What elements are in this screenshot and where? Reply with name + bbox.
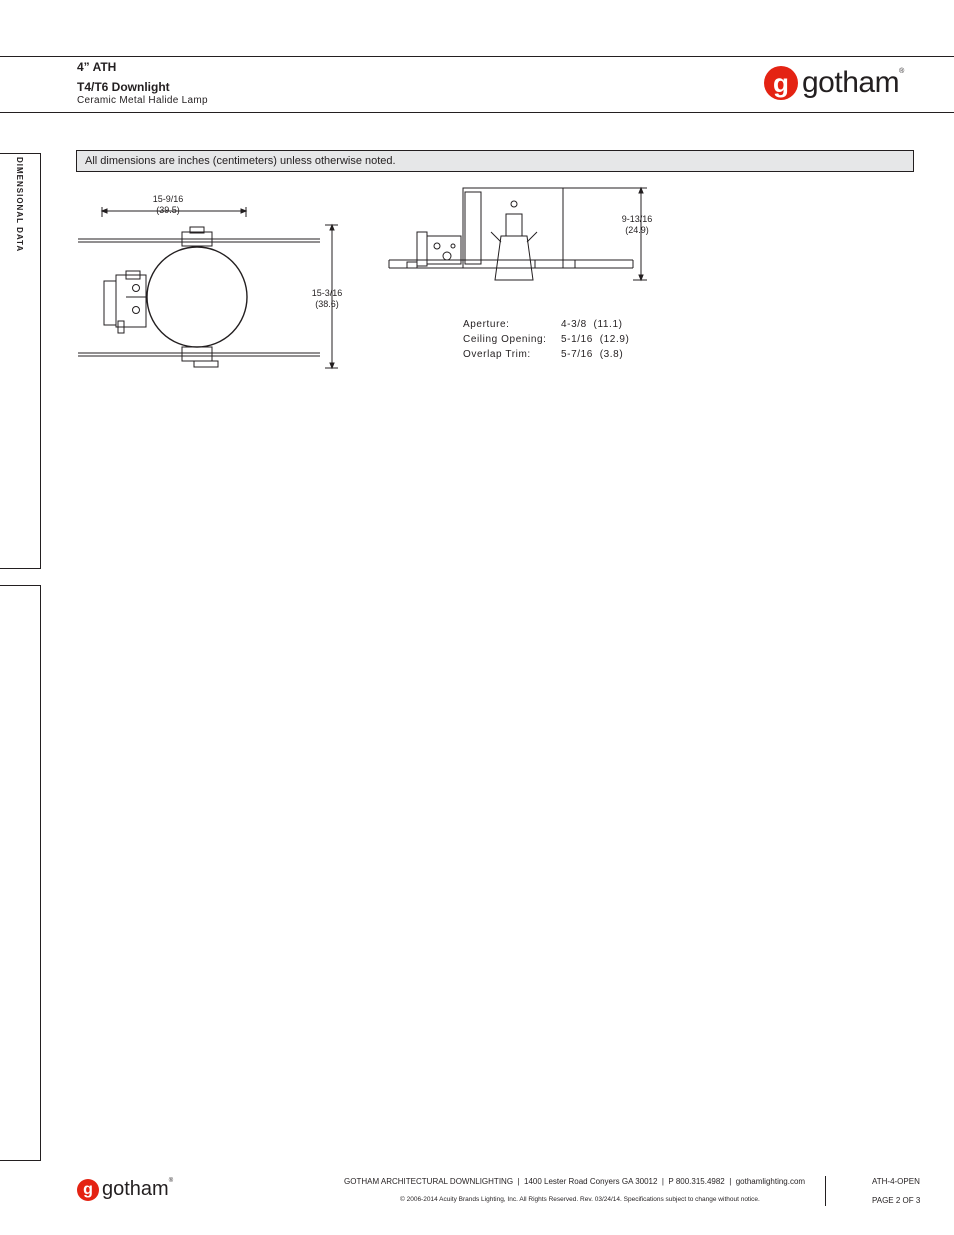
- side-view-height-dim: [612, 214, 662, 236]
- footer-company-info: GOTHAM ARCHITECTURAL DOWNLIGHTING | 1400 Lester Road Conyers GA 30012 | P 800.315.4982 | gothamlighting.com: [344, 1177, 806, 1186]
- lamp-type: Ceramic Metal Halide Lamp: [77, 95, 208, 106]
- brand-name: gotham: [802, 66, 900, 99]
- registered-mark: ®: [168, 1178, 174, 1184]
- registered-mark: ®: [899, 68, 905, 75]
- spec-row-ceiling-opening: [463, 332, 629, 347]
- spec-list: [463, 317, 629, 362]
- product-title: 4” ATH: [77, 60, 117, 74]
- spec-row-aperture: [463, 317, 629, 332]
- side-tab-label: DIMENSIONAL DATA: [15, 157, 24, 253]
- brand-mark-icon: g: [77, 1179, 99, 1201]
- side-view-height-inches: 9-13/16: [621, 214, 653, 224]
- top-view-height-cm: (38.6): [315, 299, 339, 309]
- top-view-width-inches: 15-9/16: [152, 194, 184, 204]
- spec-label: Overlap Trim:: [463, 349, 531, 360]
- brand-logo-header: [764, 66, 904, 100]
- top-view-height-inches: 15-3/16: [311, 288, 343, 298]
- footer-doc-code: ATH-4-OPEN: [872, 1177, 920, 1186]
- brand-name: gotham: [102, 1178, 169, 1200]
- spec-value: 4-3/8 (11.1): [561, 319, 623, 330]
- top-view-height-dim: [302, 288, 352, 310]
- product-subtitle: T4/T6 Downlight: [77, 80, 170, 94]
- dimension-note: All dimensions are inches (centimeters) unless otherwise noted.: [76, 150, 914, 172]
- top-view-drawing: [70, 185, 360, 375]
- top-view-width-cm: (39.5): [156, 205, 180, 215]
- spec-label: Aperture:: [463, 319, 510, 330]
- spec-label: Ceiling Opening:: [463, 334, 547, 345]
- side-tab-lower: [0, 585, 41, 1161]
- top-view-width-dim: [140, 194, 196, 216]
- footer-copyright: © 2006-2014 Acuity Brands Lighting, Inc. All Rights Reserved. Rev. 03/24/14. Specifications subject to change without notice.: [400, 1196, 760, 1203]
- brand-mark-icon: g: [764, 66, 798, 100]
- header-top-rule: [0, 56, 954, 57]
- footer-page-number: PAGE 2 OF 3: [872, 1196, 921, 1205]
- footer-divider: [825, 1176, 826, 1206]
- spec-row-overlap-trim: [463, 347, 629, 362]
- side-view-height-cm: (24.9): [625, 225, 649, 235]
- spec-value: 5-7/16 (3.8): [561, 349, 624, 360]
- spec-value: 5-1/16 (12.9): [561, 334, 630, 345]
- brand-logo-footer: [77, 1178, 173, 1201]
- header-bottom-rule: [0, 112, 954, 113]
